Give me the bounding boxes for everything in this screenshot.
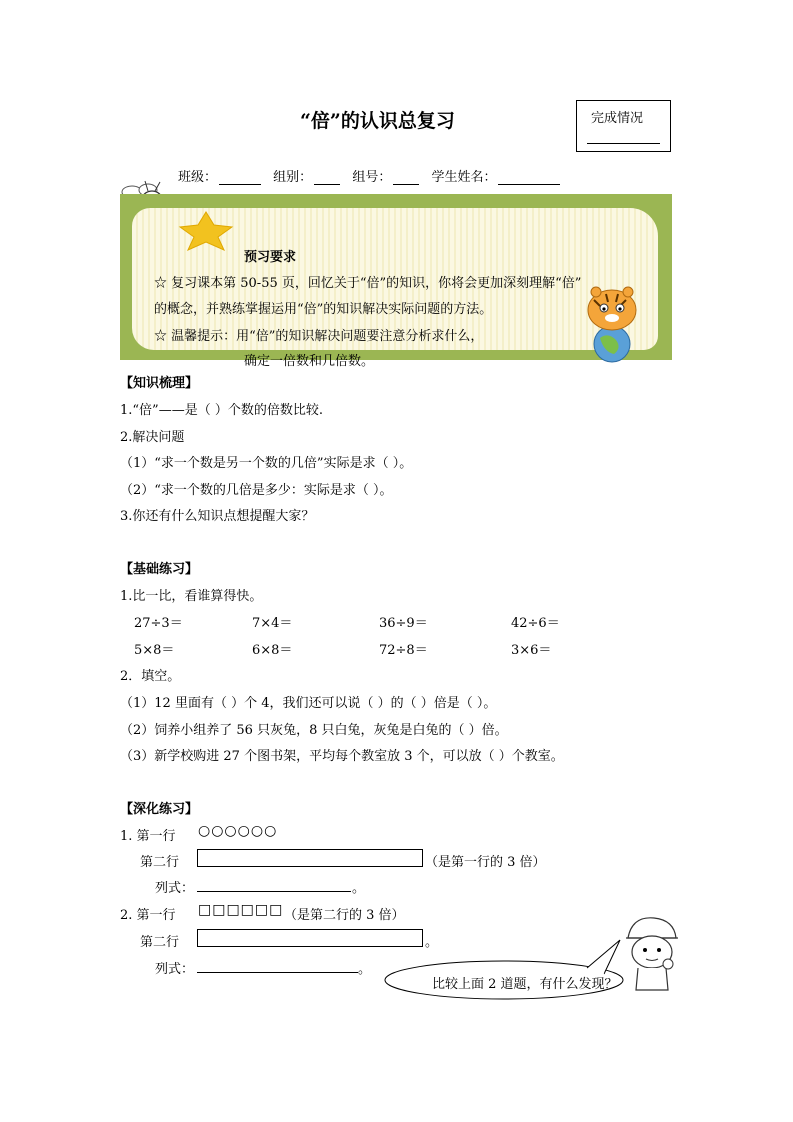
p1-row2-drawing-box[interactable] [197, 849, 423, 867]
speech-bubble-text: 比较上面 2 道题，有什么发现？ [432, 977, 618, 992]
preview-banner [120, 194, 672, 369]
basic-q2: 2．填空。 [120, 669, 181, 684]
p1-row2-note: （是第一行的 3 倍） [425, 855, 546, 870]
p2-row2-end: 。 [425, 935, 439, 950]
calc-r1-c2: 7×4＝ [252, 616, 293, 631]
class-blank[interactable] [219, 172, 261, 185]
p1-formula-end: 。 [352, 881, 366, 896]
calc-r2-c4: 3×6＝ [511, 643, 552, 658]
p2-formula-label: 列式： [155, 962, 195, 977]
student-name-blank[interactable] [498, 172, 560, 185]
preview-heading: 预习要求 [244, 250, 297, 265]
basic-q1: 1.比一比，看谁算得快。 [120, 589, 263, 604]
student-name-label: 学生姓名： [431, 170, 497, 185]
fill-item-1: （1）12 里面有（ ）个 4，我们还可以说（ ）的（ ）倍是（ ）。 [120, 696, 497, 711]
knowledge-item-2: 2.解决问题 [120, 430, 185, 445]
cartoon-boy-icon [618, 912, 682, 996]
calc-r1-c1: 27÷3＝ [134, 616, 183, 631]
fill-item-3: （3）新学校购进 27 个图书架，平均每个教室放 3 个，可以放（ ）个教室。 [120, 749, 564, 764]
preview-line-4: 确定一倍数和几倍数。 [244, 354, 375, 369]
completion-status-blank[interactable] [587, 143, 660, 144]
completion-status-box [576, 100, 671, 152]
calc-r2-c1: 5×8＝ [134, 643, 175, 658]
p2-squares: □□□□□□ [198, 902, 284, 918]
fill-item-2: （2）饲养小组养了 56 只灰兔，8 只白兔，灰兔是白兔的（ ）倍。 [120, 723, 508, 738]
p2-row1-note: （是第二行的 3 倍） [284, 908, 405, 923]
calc-r1-c3: 36÷9＝ [379, 616, 428, 631]
p1-row2-label: 第二行 [140, 855, 180, 870]
knowledge-item-2-2: （2）“求一个数的几倍是多少：实际是求（ ）。 [120, 483, 393, 498]
knowledge-item-3: 3.你还有什么知识点想提醒大家？ [120, 509, 315, 524]
p2-row2-label: 第二行 [140, 935, 180, 950]
p2-formula-end: 。 [358, 962, 372, 977]
p1-formula-blank[interactable] [197, 878, 351, 892]
advanced-heading: 【深化练习】 [120, 802, 199, 817]
group-blank[interactable] [314, 172, 340, 185]
p1-formula-label: 列式： [155, 881, 195, 896]
student-info-row [178, 166, 568, 185]
preview-line-2: 的概念，并熟练掌握运用“倍”的知识解决实际问题的方法。 [154, 302, 493, 317]
calc-r2-c2: 6×8＝ [252, 643, 293, 658]
p1-circles: ○○○○○○ [198, 823, 278, 839]
group-no-blank[interactable] [393, 172, 419, 185]
completion-status-label: 完成情况 [591, 111, 644, 126]
knowledge-heading: 【知识梳理】 [120, 376, 199, 391]
p1-row1-label: 1. 第一行 [120, 829, 176, 844]
tiger-globe-icon [570, 278, 654, 364]
class-label: 班级： [178, 170, 218, 185]
group-no-label: 组号： [352, 170, 392, 185]
preview-line-1: ☆ 复习课本第 50-55 页，回忆关于“倍”的知识，你将会更加深刻理解“倍” [154, 276, 582, 291]
group-label: 组别： [273, 170, 313, 185]
p2-row1-label: 2. 第一行 [120, 908, 176, 923]
page-title: “倍”的认识总复习 [300, 110, 455, 132]
preview-banner-paper [132, 208, 658, 369]
calc-r2-c3: 72÷8＝ [379, 643, 428, 658]
star-icon [168, 210, 238, 252]
calc-r1-c4: 42÷6＝ [511, 616, 560, 631]
knowledge-item-1: 1.“倍”——是（ ）个数的倍数比较. [120, 403, 323, 418]
knowledge-item-2-1: （1）“求一个数是另一个数的几倍”实际是求（ ）。 [120, 456, 413, 471]
p2-formula-blank[interactable] [197, 959, 358, 973]
basic-heading: 【基础练习】 [120, 562, 199, 577]
preview-line-3: ☆ 温馨提示：用“倍”的知识解决问题要注意分析求什么， [154, 329, 484, 344]
